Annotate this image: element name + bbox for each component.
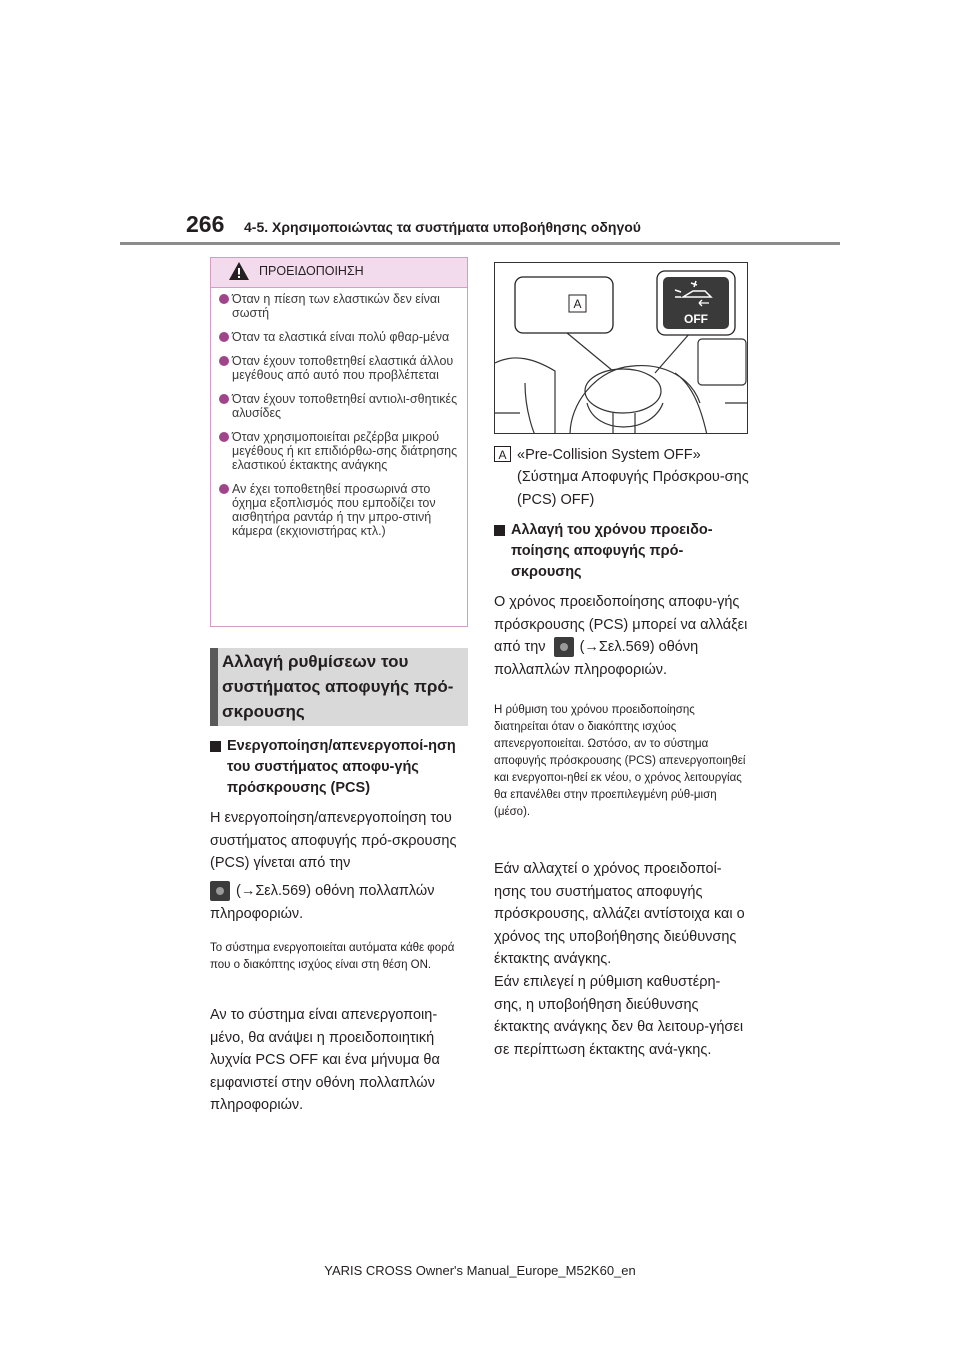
bullet-icon bbox=[219, 332, 229, 342]
paragraph-delay-setting: Εάν επιλεγεί η ρύθμιση καθυστέρη-σης, η υποβοήθηση διεύθυνσης έκτακτης ανάγκης δεν θα λειτουρ-γήσει σε περίπτωση έκτακτης ανά-γκης. bbox=[494, 974, 744, 1058]
warning-item: Όταν η πίεση των ελαστικών δεν είναι σωστή bbox=[217, 292, 465, 320]
warning-item: Αν έχει τοποθετηθεί προσωρινά στο όχημα εξοπλισμός που εμποδίζει τον αισθητήρα ραντάρ ή την μπρο-στινή κάμερα (εκχιονιστήρας κτλ.) bbox=[217, 482, 465, 538]
bullet-icon bbox=[219, 484, 229, 494]
callout-a bbox=[515, 277, 613, 333]
paragraph-pcs-toggle: Η ενεργοποίηση/απενεργοποίηση του συστήματος αποφυγής πρό-σκρουσης (PCS) γίνεται από την bbox=[210, 810, 457, 871]
settings-gear-icon bbox=[554, 637, 574, 657]
pcs-off-indicator bbox=[657, 271, 735, 335]
bullet-icon bbox=[219, 432, 229, 442]
subheading-pcs-toggle: Ενεργοποίηση/απενεργοποί-ηση του συστήματος αποφυ-γής πρόσκρουσης (PCS) bbox=[210, 736, 468, 799]
warning-triangle-icon bbox=[228, 261, 250, 281]
legend-line-2: (Σύστημα Αποφυγής Πρόσκρου-σης (PCS) OFF) bbox=[517, 469, 749, 508]
indicator-off-text: OFF bbox=[684, 312, 708, 326]
legend-label-a: A bbox=[494, 446, 511, 462]
square-bullet-icon bbox=[210, 741, 221, 752]
warning-list bbox=[217, 292, 465, 548]
subheading-warning-timing: Αλλαγή του χρόνου προειδο-ποίησης αποφυγής πρό-σκρουσης bbox=[494, 520, 748, 583]
bullet-icon bbox=[219, 394, 229, 404]
callout-label: A bbox=[573, 297, 582, 311]
warning-item: Όταν χρησιμοποιείται ρεζέρβα μικρού μεγέθους ή κιτ επιδιόρθω-σης διάτρησης ελαστικού έκτακτης ανάγκης bbox=[217, 430, 465, 472]
paragraph-timing: Ο χρόνος προειδοποίησης αποφυ-γής πρόσκρουσης (PCS) μπορεί να αλλάξει από την (→Σελ.569) οθόνη πολλαπλών πληροφοριών. bbox=[494, 594, 748, 678]
chapter-title: 4-5. Χρησιμοποιώντας τα συστήματα υποβοήθησης οδηγού bbox=[244, 219, 641, 235]
legend-line-1: «Pre-Collision System OFF» bbox=[517, 447, 701, 463]
warning-item: Όταν έχουν τοποθετηθεί αντιολι-σθητικές αλυσίδες bbox=[217, 392, 465, 420]
warning-box bbox=[210, 257, 468, 627]
section-title: Αλλαγή ρυθμίσεων του συστήματος αποφυγής πρό-σκρουσης bbox=[222, 652, 454, 721]
header-divider bbox=[120, 242, 840, 245]
warning-item: Όταν έχουν τοποθετηθεί ελαστικά άλλου μεγέθους από αυτό που προβλέπεται bbox=[217, 354, 465, 382]
warning-title: ΠΡΟΕΙΔΟΠΟΙΗΣΗ bbox=[259, 264, 364, 278]
note-timing-retained: Η ρύθμιση του χρόνου προειδοποίησης διατηρείται όταν ο διακόπτης ισχύος απενεργοποιείται. Ωστόσο, αν το σύστημα αποφυγής πρόσκρουσης (PCS) απενεργοποιηθεί και ενεργοποι-ηθεί εκ νέου, ο χρόνος λειτουργίας θα επανέλθει στην προεπιλεγμένη ρύθ-μιση (μέσο). bbox=[494, 704, 746, 818]
bullet-icon bbox=[219, 356, 229, 366]
settings-gear-icon bbox=[210, 881, 230, 901]
square-bullet-icon bbox=[494, 525, 505, 536]
paragraph-pcs-off: Αν το σύστημα είναι απενεργοποιη-μένο, θα ανάψει η προειδοποιητική λυχνία PCS OFF και ένα μήνυμα θα εμφανιστεί στην οθόνη πολλαπλών πληροφοριών. bbox=[210, 1007, 440, 1113]
paragraph-steering-assist: Εάν αλλαχτεί ο χρόνος προειδοποί-ησης του συστήματος αποφυγής πρόσκρουσης, αλλάζει αντίστοιχα και ο χρόνος της υποβοήθησης διεύθυνσης έκτακτης ανάγκης. bbox=[494, 861, 745, 967]
warning-header bbox=[211, 258, 467, 288]
warning-item: Όταν τα ελαστικά είναι πολύ φθαρ-μένα bbox=[217, 330, 465, 344]
page-number: 266 bbox=[186, 211, 225, 237]
note-auto-on: Το σύστημα ενεργοποιείται αυτόματα κάθε φορά που ο διακόπτης ισχύος είναι στη θέση ON. bbox=[210, 942, 455, 971]
dashboard-figure bbox=[494, 262, 748, 434]
dashboard-illustration bbox=[495, 263, 748, 434]
footer-manual-id: YARIS CROSS Owner's Manual_Europe_M52K60_en bbox=[324, 1263, 636, 1278]
section-heading bbox=[210, 648, 468, 726]
bullet-icon bbox=[219, 294, 229, 304]
paragraph-pcs-toggle-ref: (→Σελ.569) οθόνη πολλαπλών πληροφοριών. bbox=[210, 883, 435, 922]
